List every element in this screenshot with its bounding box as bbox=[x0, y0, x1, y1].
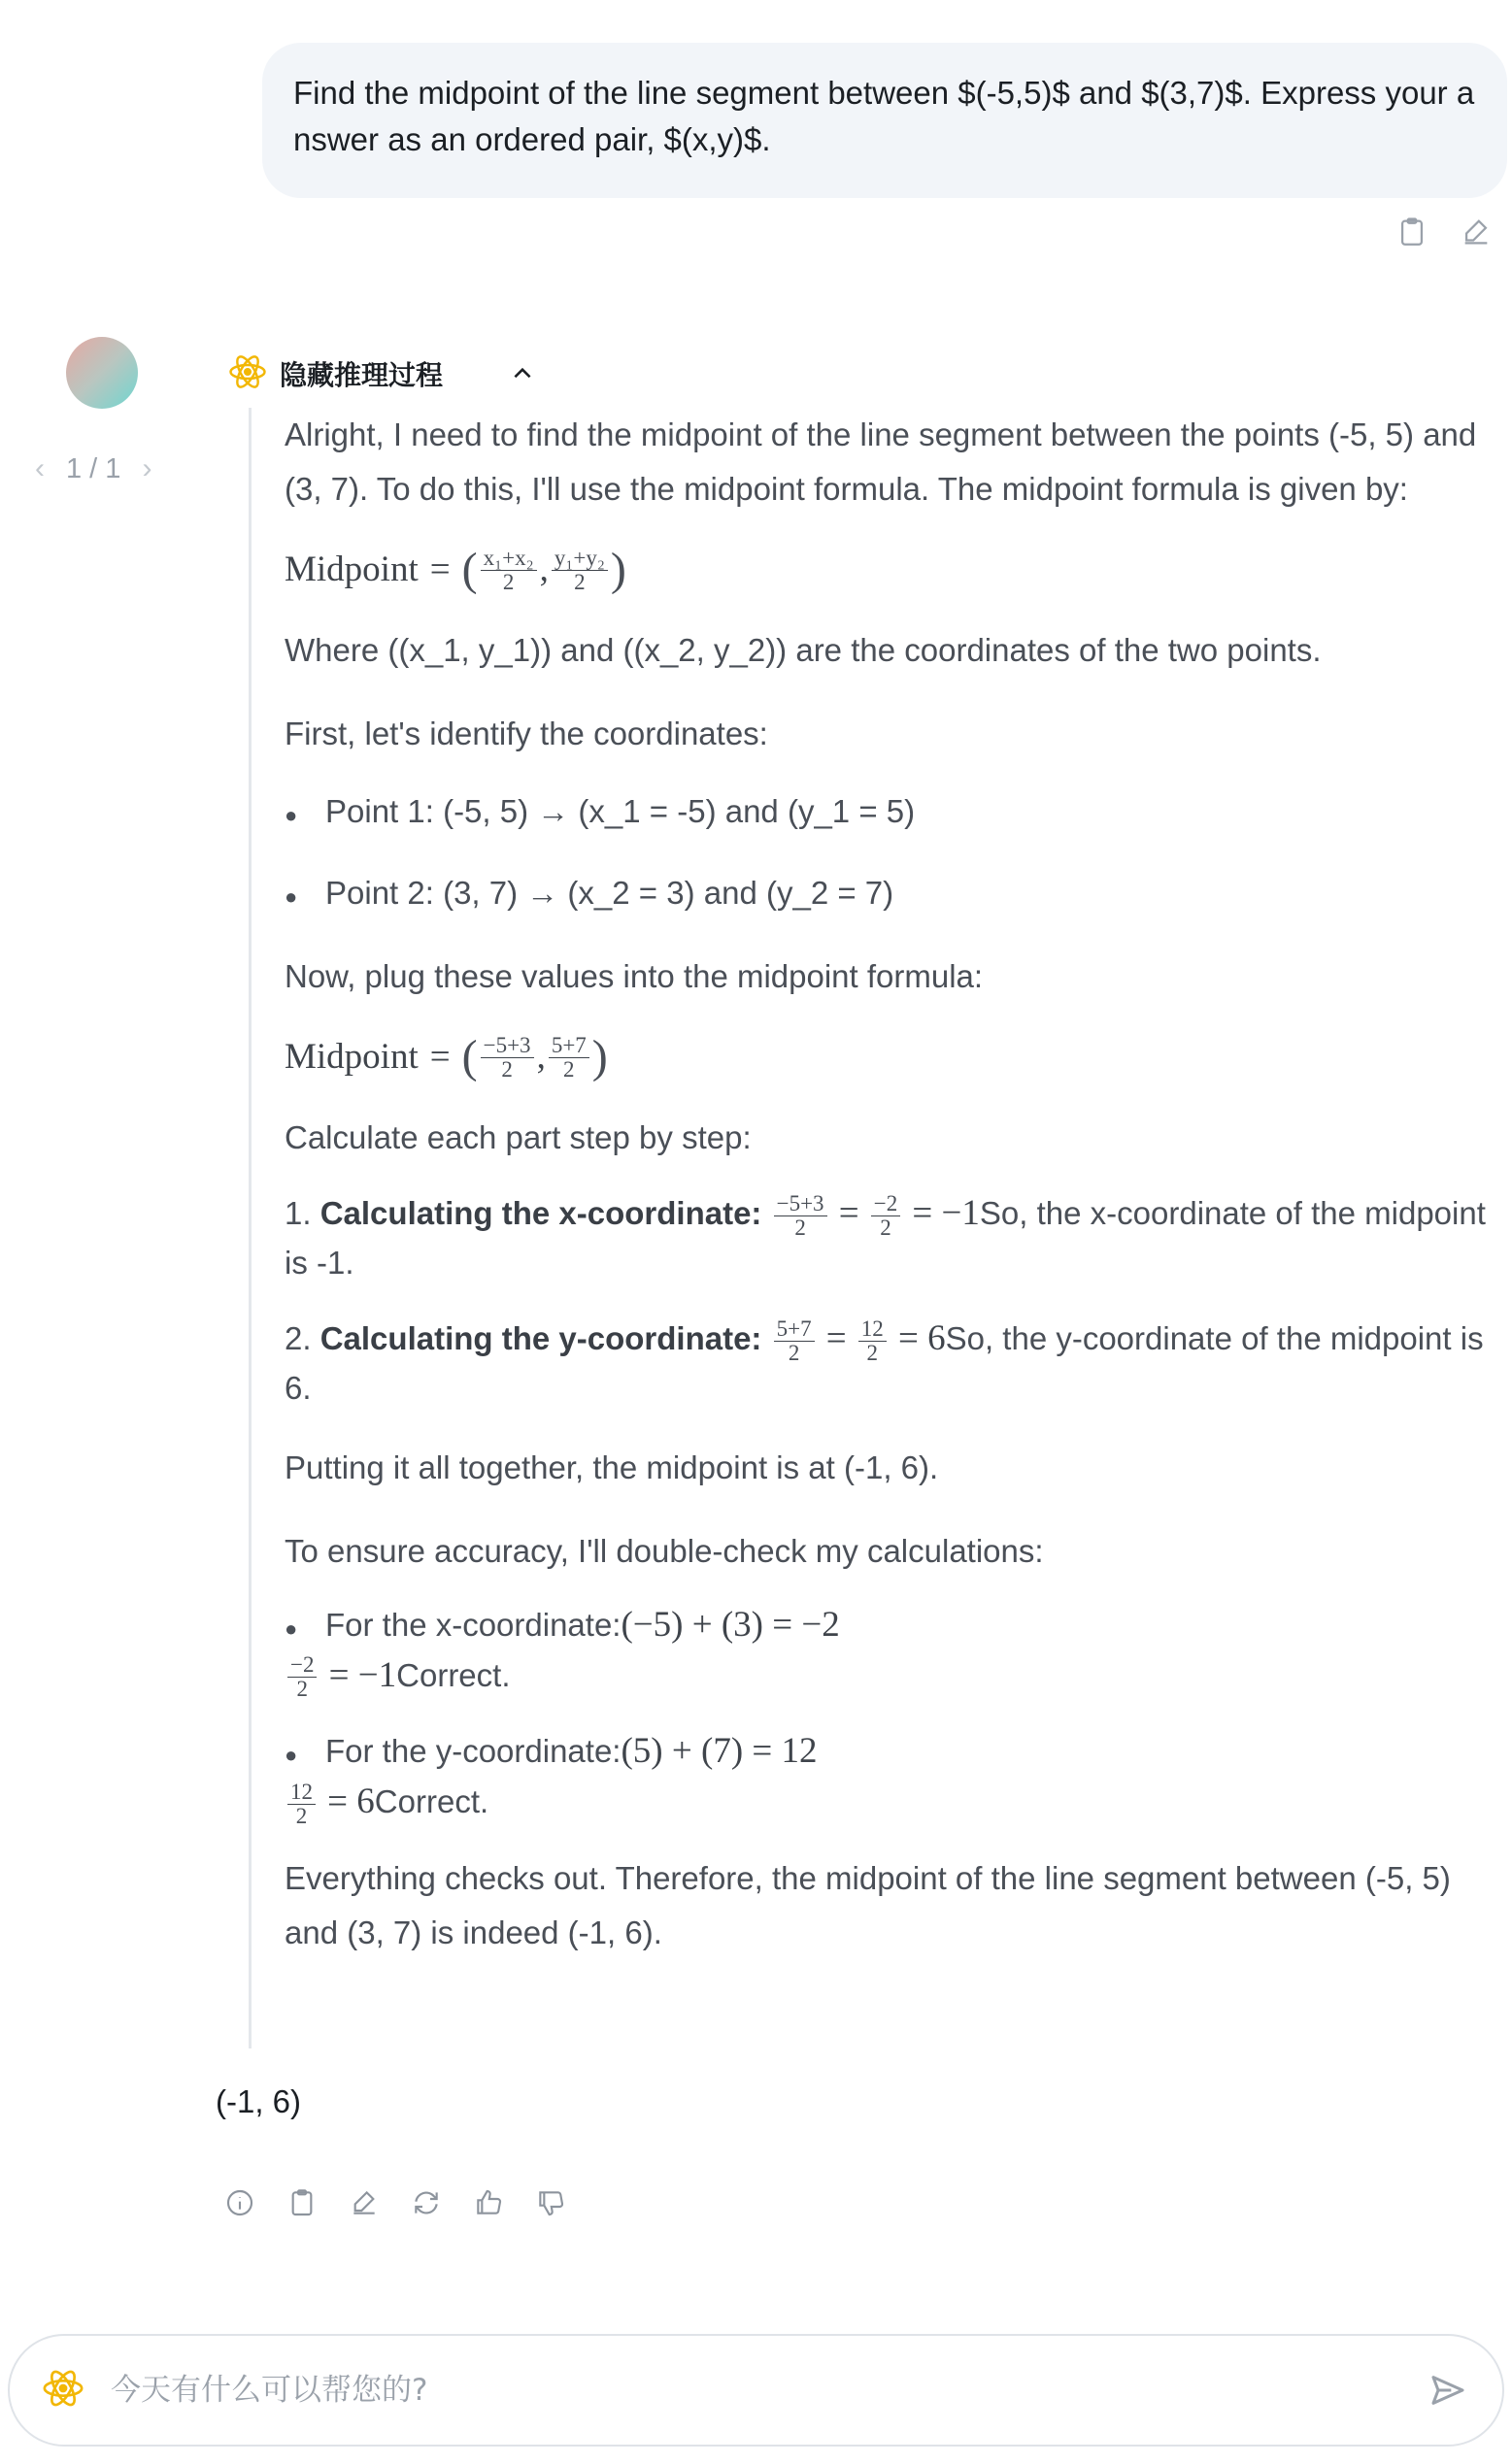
step-x-coordinate: 1. Calculating the x-coordinate: $\frac{-5+3}{2}$ = $\frac{-2}{2}$ = −1So, the x-coordinate of the midpoint is -1. bbox=[285, 1190, 1486, 1281]
check-x: ● For the x-coordinate: (−5) + (3) = −2 $\frac{-2}{2}$ = −1Correct. bbox=[285, 1604, 840, 1702]
reasoning-paragraph: Alright, I need to find the midpoint of the line segment between the points (-5, 5) and (3, 7). To do this, I'll use the midpoint formula. The midpoint formula is given by: bbox=[285, 416, 1477, 507]
user-message-actions bbox=[1394, 214, 1495, 250]
reasoning-paragraph: First, let's identify the coordinates: bbox=[285, 716, 768, 751]
dislike-button[interactable] bbox=[532, 2184, 569, 2221]
user-message-bubble bbox=[262, 43, 1507, 198]
response-pager bbox=[35, 452, 151, 485]
prev-response-button[interactable]: ‹ bbox=[35, 452, 45, 484]
step-y-coordinate: 2. Calculating the y-coordinate: $\frac{5+7}{2}$ = $\frac{12}{2}$ = 6So, the y-coordinate of the midpoint is 6. bbox=[285, 1315, 1484, 1406]
like-button[interactable] bbox=[470, 2184, 507, 2221]
atom-logo-icon bbox=[227, 351, 268, 397]
chat-input-bar bbox=[8, 2334, 1504, 2447]
regenerate-button[interactable] bbox=[408, 2184, 445, 2221]
chat-input[interactable] bbox=[111, 2373, 1425, 2408]
info-icon bbox=[224, 2187, 255, 2218]
response-actions bbox=[221, 2184, 569, 2221]
clipboard-icon bbox=[286, 2187, 318, 2218]
pager-count: 1 / 1 bbox=[66, 452, 121, 484]
reasoning-paragraph: To ensure accuracy, I'll double-check my calculations: bbox=[285, 1532, 1044, 1569]
copy-response-button[interactable] bbox=[284, 2184, 320, 2221]
send-icon bbox=[1428, 2371, 1467, 2410]
substituted-formula: Midpoint = ( $\frac{-5+3}{2}$ , $\frac{5+7}{2}$ ) bbox=[285, 1031, 608, 1082]
collapse-toggle[interactable] bbox=[505, 356, 540, 391]
check-y: ● For the y-coordinate: (5) + (7) = 12 $\frac{12}{2}$ = 6Correct. bbox=[285, 1731, 818, 1829]
atom-logo-icon bbox=[41, 2366, 85, 2415]
chevron-up-icon bbox=[510, 361, 535, 386]
reasoning-paragraph: Putting it all together, the midpoint is at (-1, 6). bbox=[285, 1448, 939, 1485]
copy-button[interactable] bbox=[1394, 214, 1430, 250]
reasoning-paragraph: Everything checks out. Therefore, the midpoint of the line segment between (-5, 5) and (3, 7) is indeed (-1, 6). bbox=[285, 1860, 1451, 1951]
midpoint-formula: Midpoint = ( $\frac{\text{x₁+x₂}}{2}$ , $\frac{\text{y₁+y₂}}{2}$ ) bbox=[285, 544, 626, 595]
assistant-avatar bbox=[66, 337, 138, 409]
list-item: ● Point 1: (-5, 5) → (x_1 = -5) and (y_1 = 5) bbox=[285, 793, 916, 829]
reasoning-title: 隐藏推理过程 bbox=[280, 359, 444, 391]
thumbs-up-icon bbox=[473, 2187, 504, 2218]
reasoning-paragraph: Where ((x_1, y_1)) and ((x_2, y_2)) are the coordinates of the two points. bbox=[285, 632, 1322, 668]
edit-response-button[interactable] bbox=[346, 2184, 383, 2221]
info-button[interactable] bbox=[221, 2184, 258, 2221]
edit-icon bbox=[1460, 216, 1493, 249]
final-answer: (-1, 6) bbox=[216, 2083, 302, 2119]
refresh-icon bbox=[411, 2187, 442, 2218]
next-response-button[interactable]: › bbox=[142, 452, 152, 484]
send-button[interactable] bbox=[1425, 2367, 1471, 2414]
edit-message-button[interactable] bbox=[1458, 214, 1495, 250]
reasoning-paragraph: Calculate each part step by step: bbox=[285, 1119, 752, 1155]
reasoning-header[interactable] bbox=[227, 351, 540, 396]
reasoning-content bbox=[249, 408, 1511, 2048]
list-item: ● Point 2: (3, 7) → (x_2 = 3) and (y_2 = 7) bbox=[285, 875, 894, 911]
reasoning-paragraph: Now, plug these values into the midpoint formula: bbox=[285, 958, 984, 994]
user-message-text: Find the midpoint of the line segment between $(-5,5)$ and $(3,7)$. Express your answer as an ordered pair, $(x,y)$. bbox=[293, 75, 1475, 157]
edit-icon bbox=[349, 2187, 380, 2218]
thumbs-down-icon bbox=[535, 2187, 566, 2218]
clipboard-icon bbox=[1395, 216, 1428, 249]
